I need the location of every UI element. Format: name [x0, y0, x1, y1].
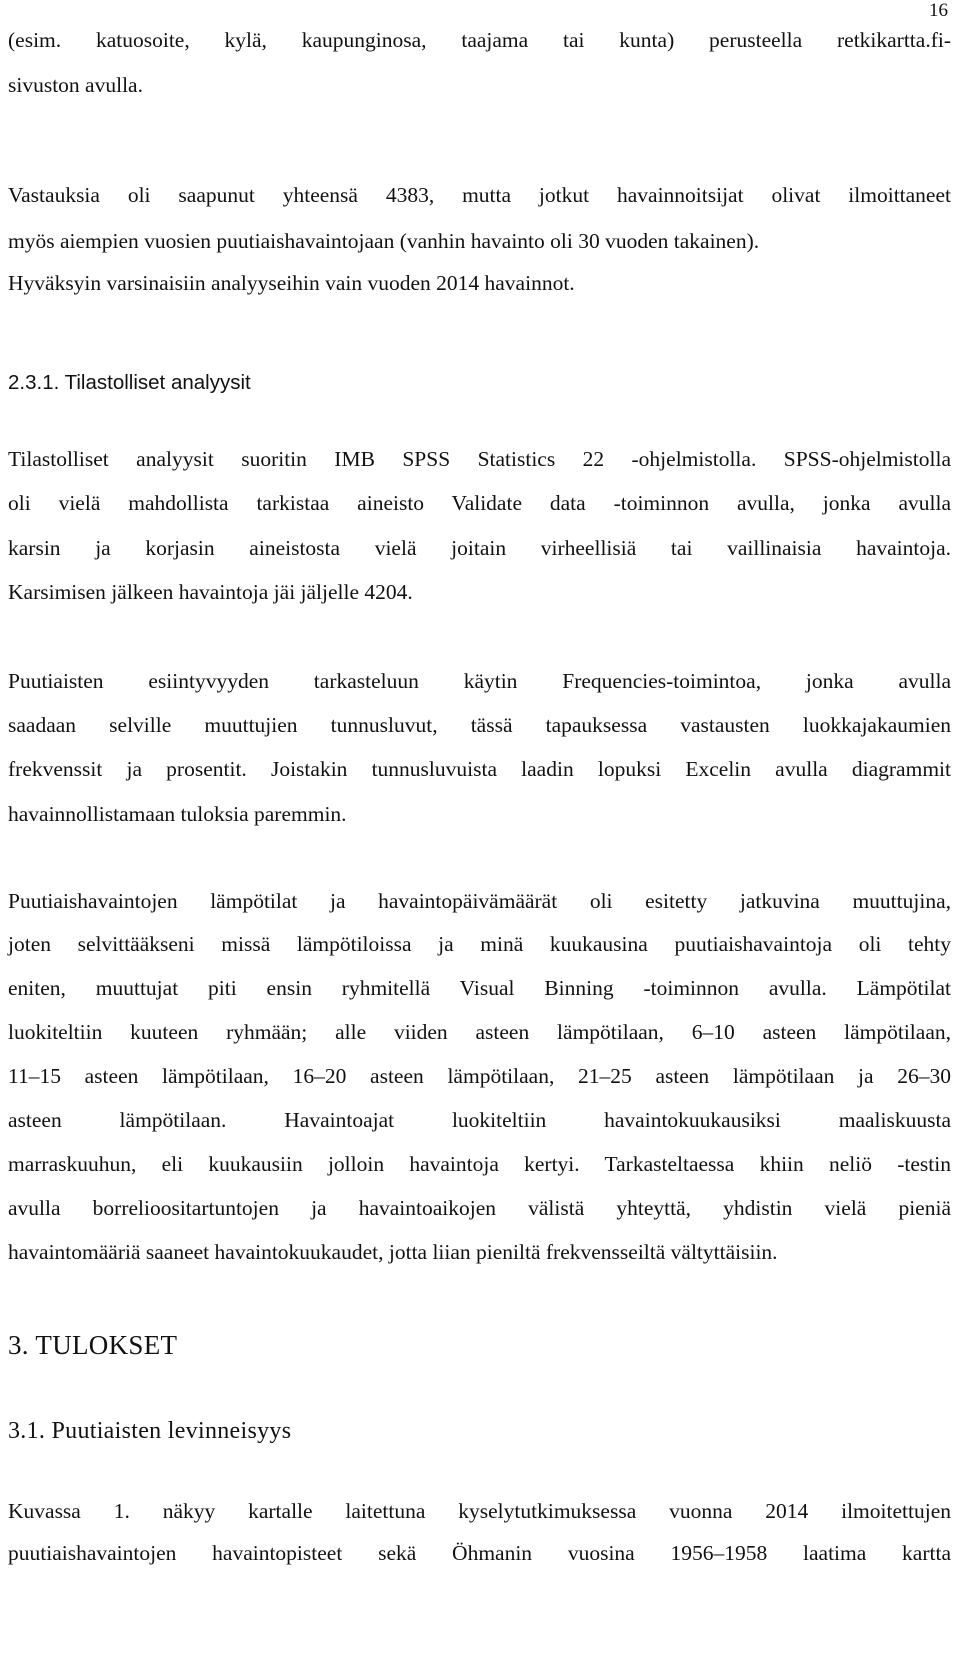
paragraph-4-line: frekvenssit ja prosentit. Joistakin tunnusluvuista laadin lopuksi Excelin avulla diagrammit: [8, 757, 951, 781]
paragraph-5-line: 11–15 asteen lämpötilaan, 16–20 asteen lämpötilaan, 21–25 asteen lämpötilaan ja 26–30: [8, 1064, 951, 1088]
paragraph-1-line: sivuston avulla.: [8, 73, 143, 97]
paragraph-5-line: Puutiaishavaintojen lämpötilat ja havaintopäivämäärät oli esitetty jatkuvina muuttujina,: [8, 889, 951, 913]
paragraph-5-line: joten selvittääkseni missä lämpötiloissa ja minä kuukausina puutiaishavaintoja oli tehty: [8, 932, 951, 956]
paragraph-4-line: Puutiaisten esiintyvyyden tarkasteluun käytin Frequencies-toimintoa, jonka avulla: [8, 669, 951, 693]
paragraph-5-line: havaintomääriä saaneet havaintokuukaudet, jotta liian pieniltä frekvensseiltä vältyttäisiin.: [8, 1240, 778, 1264]
paragraph-3-line: karsin ja korjasin aineistosta vielä joitain virheellisiä tai vaillinaisia havaintoja.: [8, 536, 951, 560]
paragraph-2-line: Hyväksyin varsinaisiin analyyseihin vain vuoden 2014 havainnot.: [8, 271, 575, 295]
chapter-heading-3: 3. TULOKSET: [8, 1330, 178, 1360]
section-heading-3-1: 3.1. Puutiaisten levinneisyys: [8, 1418, 292, 1444]
paragraph-5-line: avulla borrelioositartuntojen ja havaintoaikojen välistä yhteyttä, yhdistin vielä pieniä: [8, 1196, 951, 1220]
paragraph-4-line: saadaan selville muuttujien tunnusluvut, tässä tapauksessa vastausten luokkajakaumien: [8, 713, 951, 737]
paragraph-2-line: Vastauksia oli saapunut yhteensä 4383, mutta jotkut havainnoitsijat olivat ilmoittaneet: [8, 183, 951, 207]
paragraph-5-line: marraskuuhun, eli kuukausiin jolloin havaintoja kertyi. Tarkasteltaessa khiin neliö -testin: [8, 1152, 951, 1176]
paragraph-3-line: Karsimisen jälkeen havaintoja jäi jäljelle 4204.: [8, 580, 413, 604]
paragraph-5-line: eniten, muuttujat piti ensin ryhmitellä Visual Binning -toiminnon avulla. Lämpötilat: [8, 976, 951, 1000]
paragraph-3-line: Tilastolliset analyysit suoritin IMB SPSS Statistics 22 -ohjelmistolla. SPSS-ohjelmistolla: [8, 447, 951, 471]
paragraph-3-line: oli vielä mahdollista tarkistaa aineisto Validate data -toiminnon avulla, jonka avulla: [8, 491, 951, 515]
paragraph-4-line: havainnollistamaan tuloksia paremmin.: [8, 802, 347, 826]
paragraph-6-line: puutiaishavaintojen havaintopisteet sekä Öhmanin vuosina 1956–1958 laatima kartta: [8, 1541, 951, 1565]
paragraph-2-line: myös aiempien vuosien puutiaishavaintojaan (vanhin havainto oli 30 vuoden takainen).: [8, 229, 760, 253]
section-heading-2-3-1: 2.3.1. Tilastolliset analyysit: [8, 371, 251, 394]
paragraph-5-line: luokiteltiin kuuteen ryhmään; alle viiden asteen lämpötilaan, 6–10 asteen lämpötilaan,: [8, 1020, 951, 1044]
page-number: 16: [929, 0, 948, 21]
paragraph-5-line: asteen lämpötilaan. Havaintoajat luokiteltiin havaintokuukausiksi maaliskuusta: [8, 1108, 951, 1132]
paragraph-6-line: Kuvassa 1. näkyy kartalle laitettuna kyselytutkimuksessa vuonna 2014 ilmoitettujen: [8, 1499, 951, 1523]
paragraph-1-line: (esim. katuosoite, kylä, kaupunginosa, taajama tai kunta) perusteella retkikartta.fi-: [8, 28, 951, 52]
